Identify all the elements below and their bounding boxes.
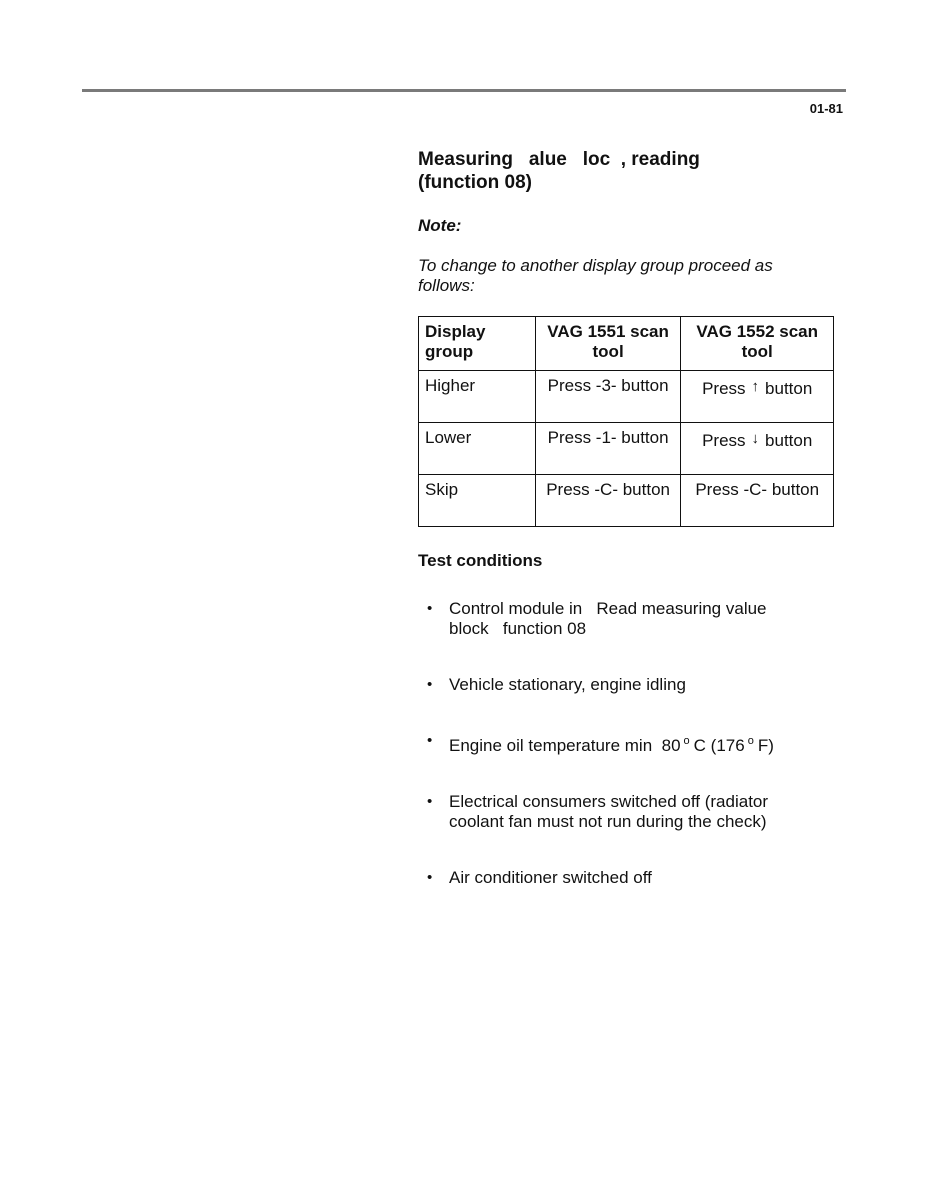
list-item [418, 731, 809, 756]
table-row [419, 423, 834, 475]
cell-group: Skip [419, 475, 536, 527]
cell-vag-1552-prefix: Press [702, 379, 746, 398]
oil-temp-text-start: Engine oil temperature min 80 [449, 735, 681, 755]
table-row [419, 475, 834, 527]
list-item [418, 675, 809, 695]
header-vag-1551: VAG 1551 scan tool [535, 317, 681, 371]
cell-vag-1552-suffix: button [765, 431, 813, 450]
cell-group: Lower [419, 423, 536, 475]
list-item-text: Control module in Read measuring value block function 08 [449, 599, 772, 638]
cell-vag-1552-suffix: button [765, 379, 813, 398]
cell-group: Higher [419, 371, 536, 423]
list-item [418, 792, 809, 832]
bullet-icon: • [427, 600, 433, 617]
arrow-down-icon: ↓ [751, 430, 760, 447]
arrow-up-icon: ↑ [751, 378, 760, 395]
note-text: To change to another display group proceed as follows: [418, 256, 773, 295]
note-label: Note: [418, 216, 462, 235]
main-content [418, 148, 838, 888]
list-item-text [449, 736, 774, 755]
oil-temp-text-end: F) [757, 735, 774, 755]
degree-icon: o [747, 735, 754, 747]
oil-temp-text-middle: C (176 [693, 735, 745, 755]
display-group-table [418, 316, 834, 527]
bullet-icon: • [427, 732, 433, 749]
list-item-text: Vehicle stationary, engine idling [449, 675, 686, 694]
list-item-text: Electrical consumers switched off (radiator coolant fan must not run during the check) [449, 791, 769, 831]
test-conditions-list [418, 599, 838, 888]
header-display-group: Display group [419, 317, 536, 371]
cell-vag-1551: Press -C- button [535, 475, 681, 527]
list-item [418, 868, 809, 888]
list-item [418, 599, 809, 639]
bullet-icon: • [427, 792, 433, 810]
cell-vag-1552 [681, 423, 834, 475]
page-number: 01-81 [809, 101, 843, 116]
table-row [419, 371, 834, 423]
section-title [418, 148, 838, 194]
cell-vag-1551: Press -3- button [535, 371, 681, 423]
cell-vag-1552: Press -C- button [681, 475, 834, 527]
section-title-line-1: Measuring alue loc , reading [418, 149, 700, 170]
section-title-line-2: (function 08) [418, 172, 532, 193]
table-header-row [419, 317, 834, 371]
test-conditions-heading: Test conditions [418, 551, 543, 570]
list-item-text: Air conditioner switched off [449, 867, 652, 887]
cell-vag-1551: Press -1- button [535, 423, 681, 475]
bullet-icon: • [427, 676, 433, 693]
header-vag-1552: VAG 1552 scan tool [681, 317, 834, 371]
bullet-icon: • [427, 868, 433, 886]
degree-icon: o [683, 735, 690, 747]
cell-vag-1552-prefix: Press [702, 431, 746, 450]
top-rule [82, 89, 846, 92]
cell-vag-1552 [681, 371, 834, 423]
